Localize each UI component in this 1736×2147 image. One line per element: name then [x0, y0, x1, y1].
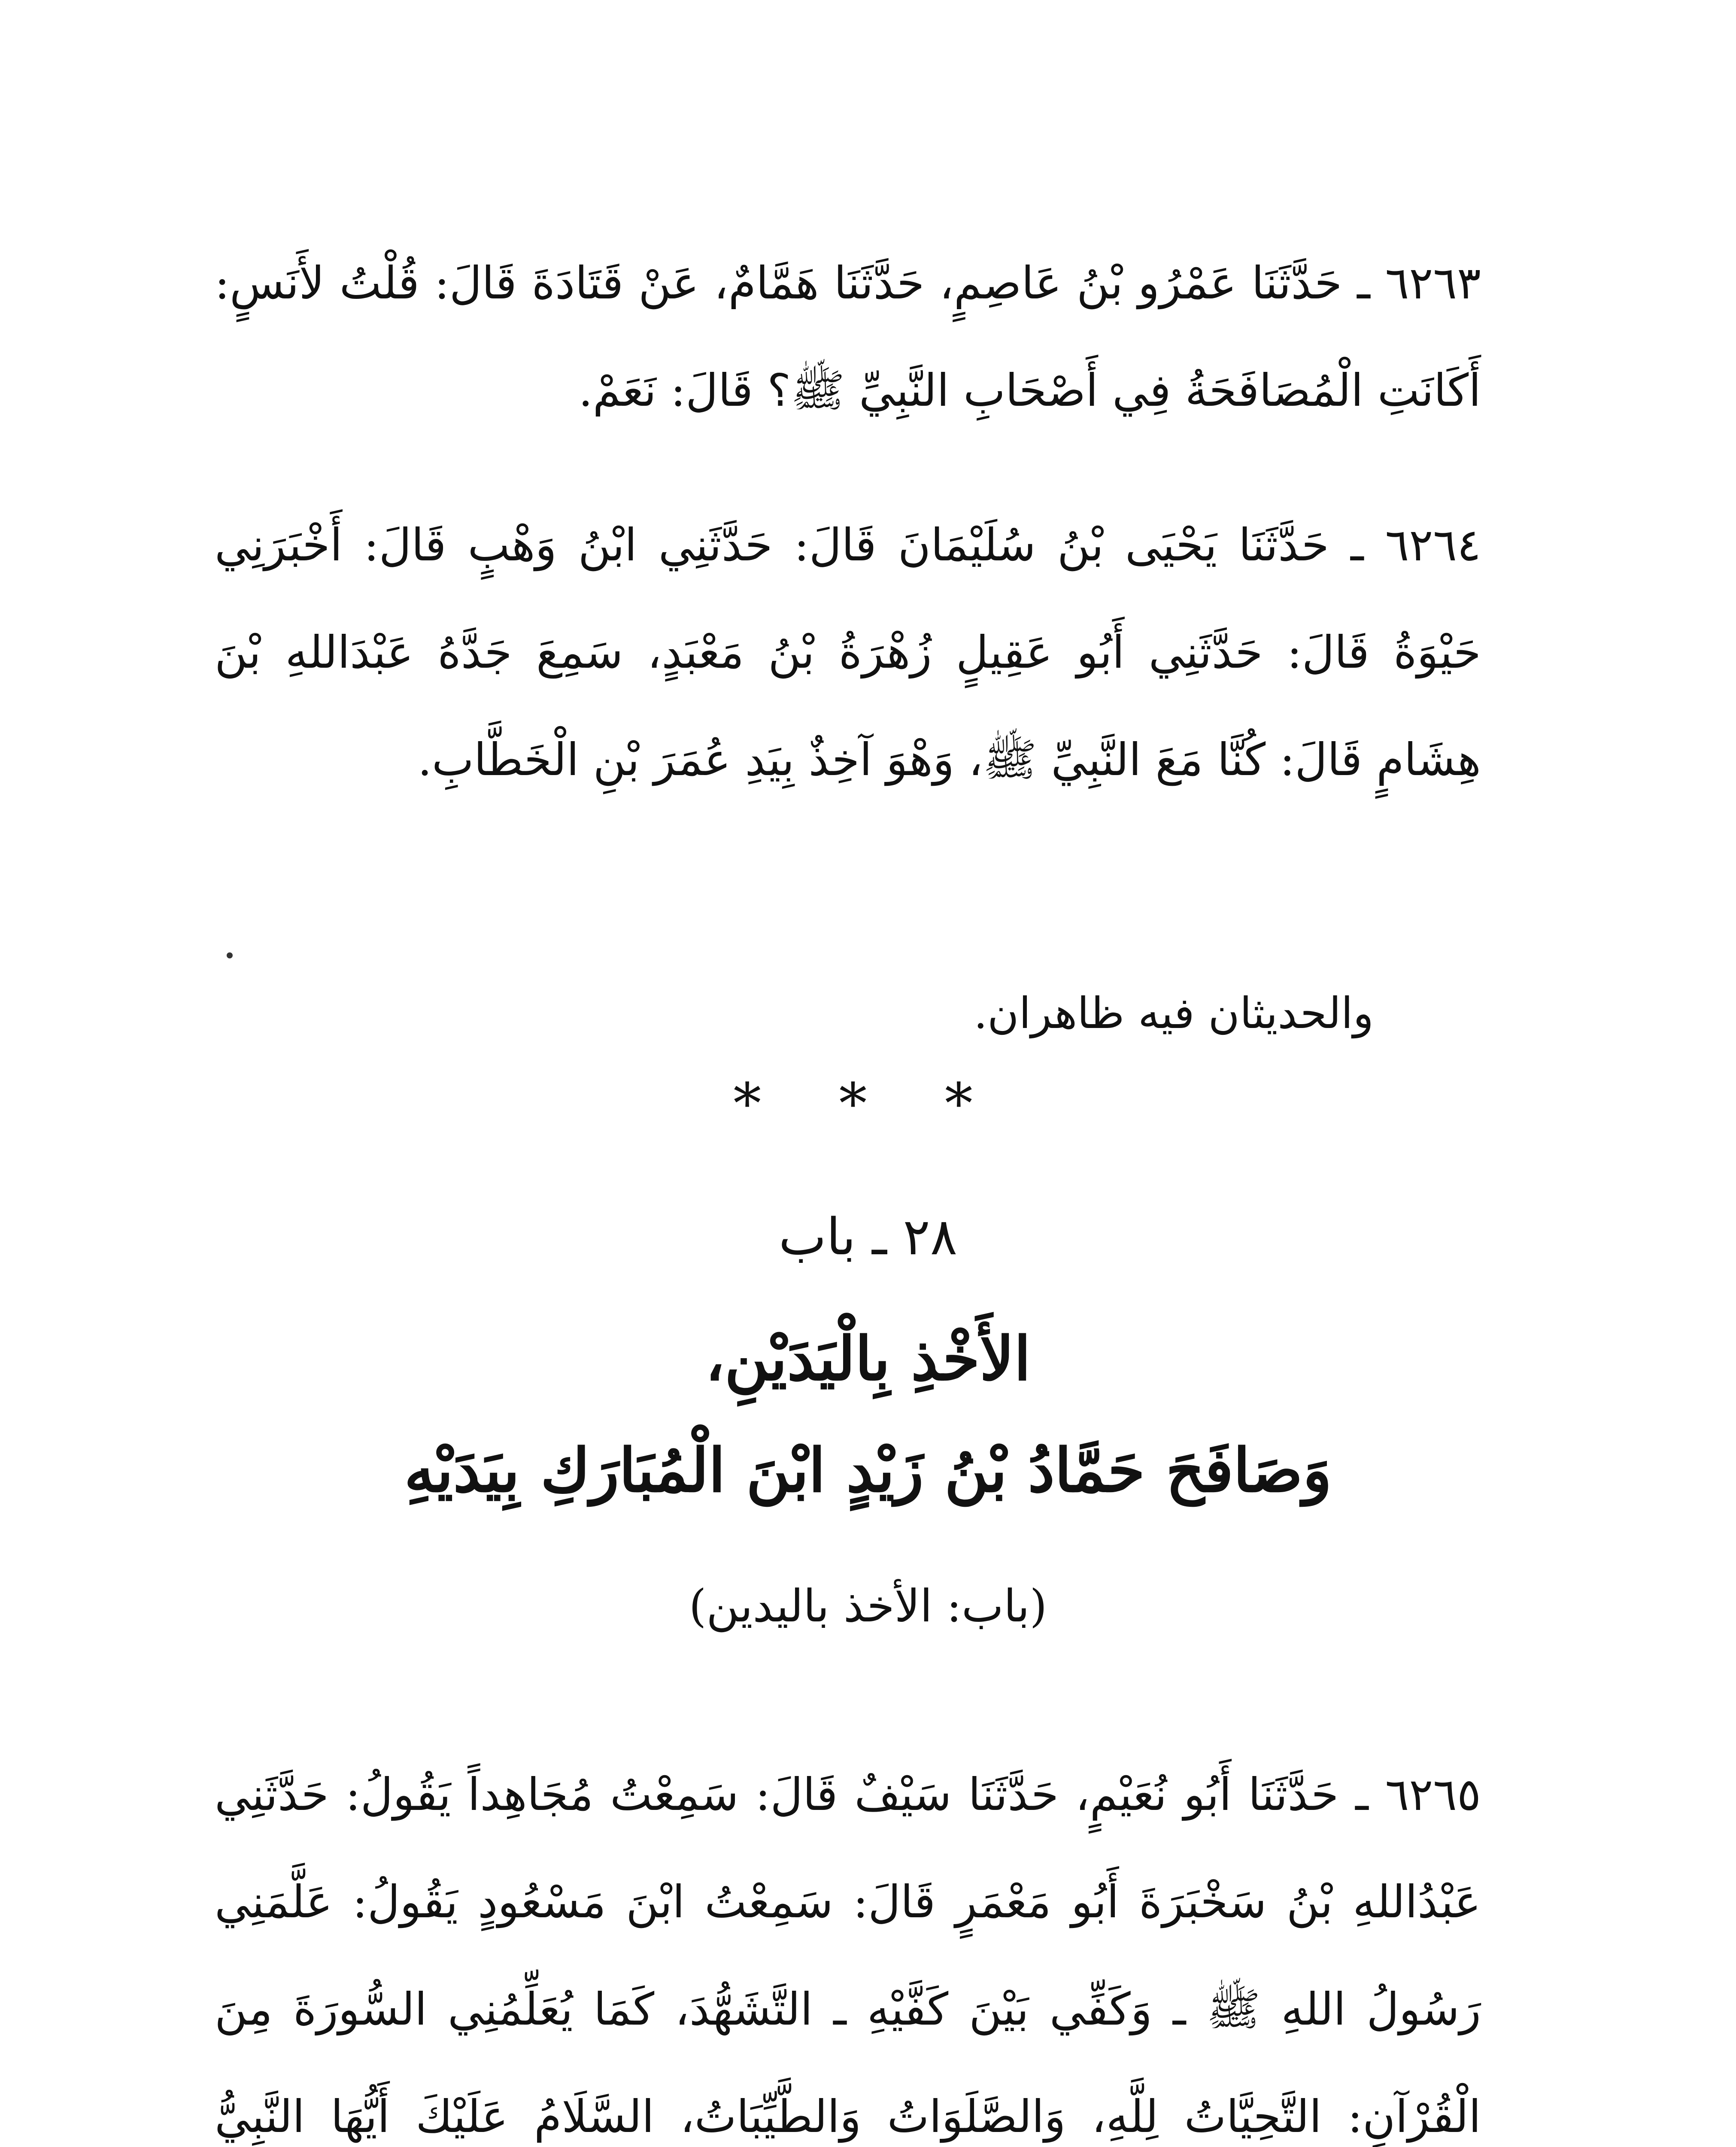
section-separator: * * *	[733, 1071, 1003, 1136]
chapter-number: ٢٨ ـ باب	[778, 1207, 958, 1266]
hadith-6264: ٦٢٦٤ ـ حَدَّثَنَا يَحْيَى بْنُ سُلَيْمَانَ قَالَ: حَدَّثَنِي ابْنُ وَهْبٍ قَالَ: أَخْبَرَنِي حَيْوَةُ قَالَ: حَدَّثَنِي أَبُو عَقِيلٍ زُهْرَةُ بْنُ مَعْبَدٍ، سَمِعَ جَدَّهُ عَبْدَاللهِ بْنَ هِشَامٍ قَالَ: كُنَّا مَعَ النَّبِيِّ ﷺ، وَهْوَ آخِذٌ بِيَدِ عُمَرَ بْنِ الْخَطَّابِ.	[215, 519, 1481, 786]
hadith-6263: ٦٢٦٣ ـ حَدَّثَنَا عَمْرُو بْنُ عَاصِمٍ، حَدَّثَنَا هَمَّامٌ، عَنْ قَتَادَةَ قَالَ: قُلْتُ لأَنَسٍ: أَكَانَتِ الْمُصَافَحَةُ فِي أَصْحَابِ النَّبِيِّ ﷺ؟ قَالَ: نَعَمْ.	[215, 257, 1481, 417]
hadith-6265: ٦٢٦٥ ـ حَدَّثَنَا أَبُو نُعَيْمٍ، حَدَّثَنَا سَيْفٌ قَالَ: سَمِعْتُ مُجَاهِداً يَقُولُ: حَدَّثَنِي عَبْدُاللهِ بْنُ سَخْبَرَةَ أَبُو مَعْمَرٍ قَالَ: سَمِعْتُ ابْنَ مَسْعُودٍ يَقُولُ: عَلَّمَنِي رَسُولُ اللهِ ﷺ ـ وَكَفِّي بَيْنَ كَفَّيْهِ ـ التَّشَهُّدَ، كَمَا يُعَلِّمُنِي السُّورَةَ مِنَ الْقُرْآنِ: التَّحِيَّاتُ لِلَّهِ، وَالصَّلَوَاتُ وَالطَّيِّبَاتُ، السَّلَامُ عَلَيْكَ أَيُّهَا النَّبِيُّ	[215, 1768, 1481, 2143]
chapter-title-line-2: وَصَافَحَ حَمَّادُ بْنُ زَيْدٍ ابْنَ الْمُبَارَكِ بِيَدَيْهِ	[404, 1435, 1332, 1506]
chapter-title-line-1: الأَخْذِ بِالْيَدَيْنِ،	[705, 1324, 1031, 1394]
commentary-line: والحديثان فيه ظاهران.	[974, 988, 1374, 1038]
chapter-subtitle: (باب: الأخذ باليدين)	[689, 1580, 1047, 1632]
print-speck	[227, 952, 233, 958]
